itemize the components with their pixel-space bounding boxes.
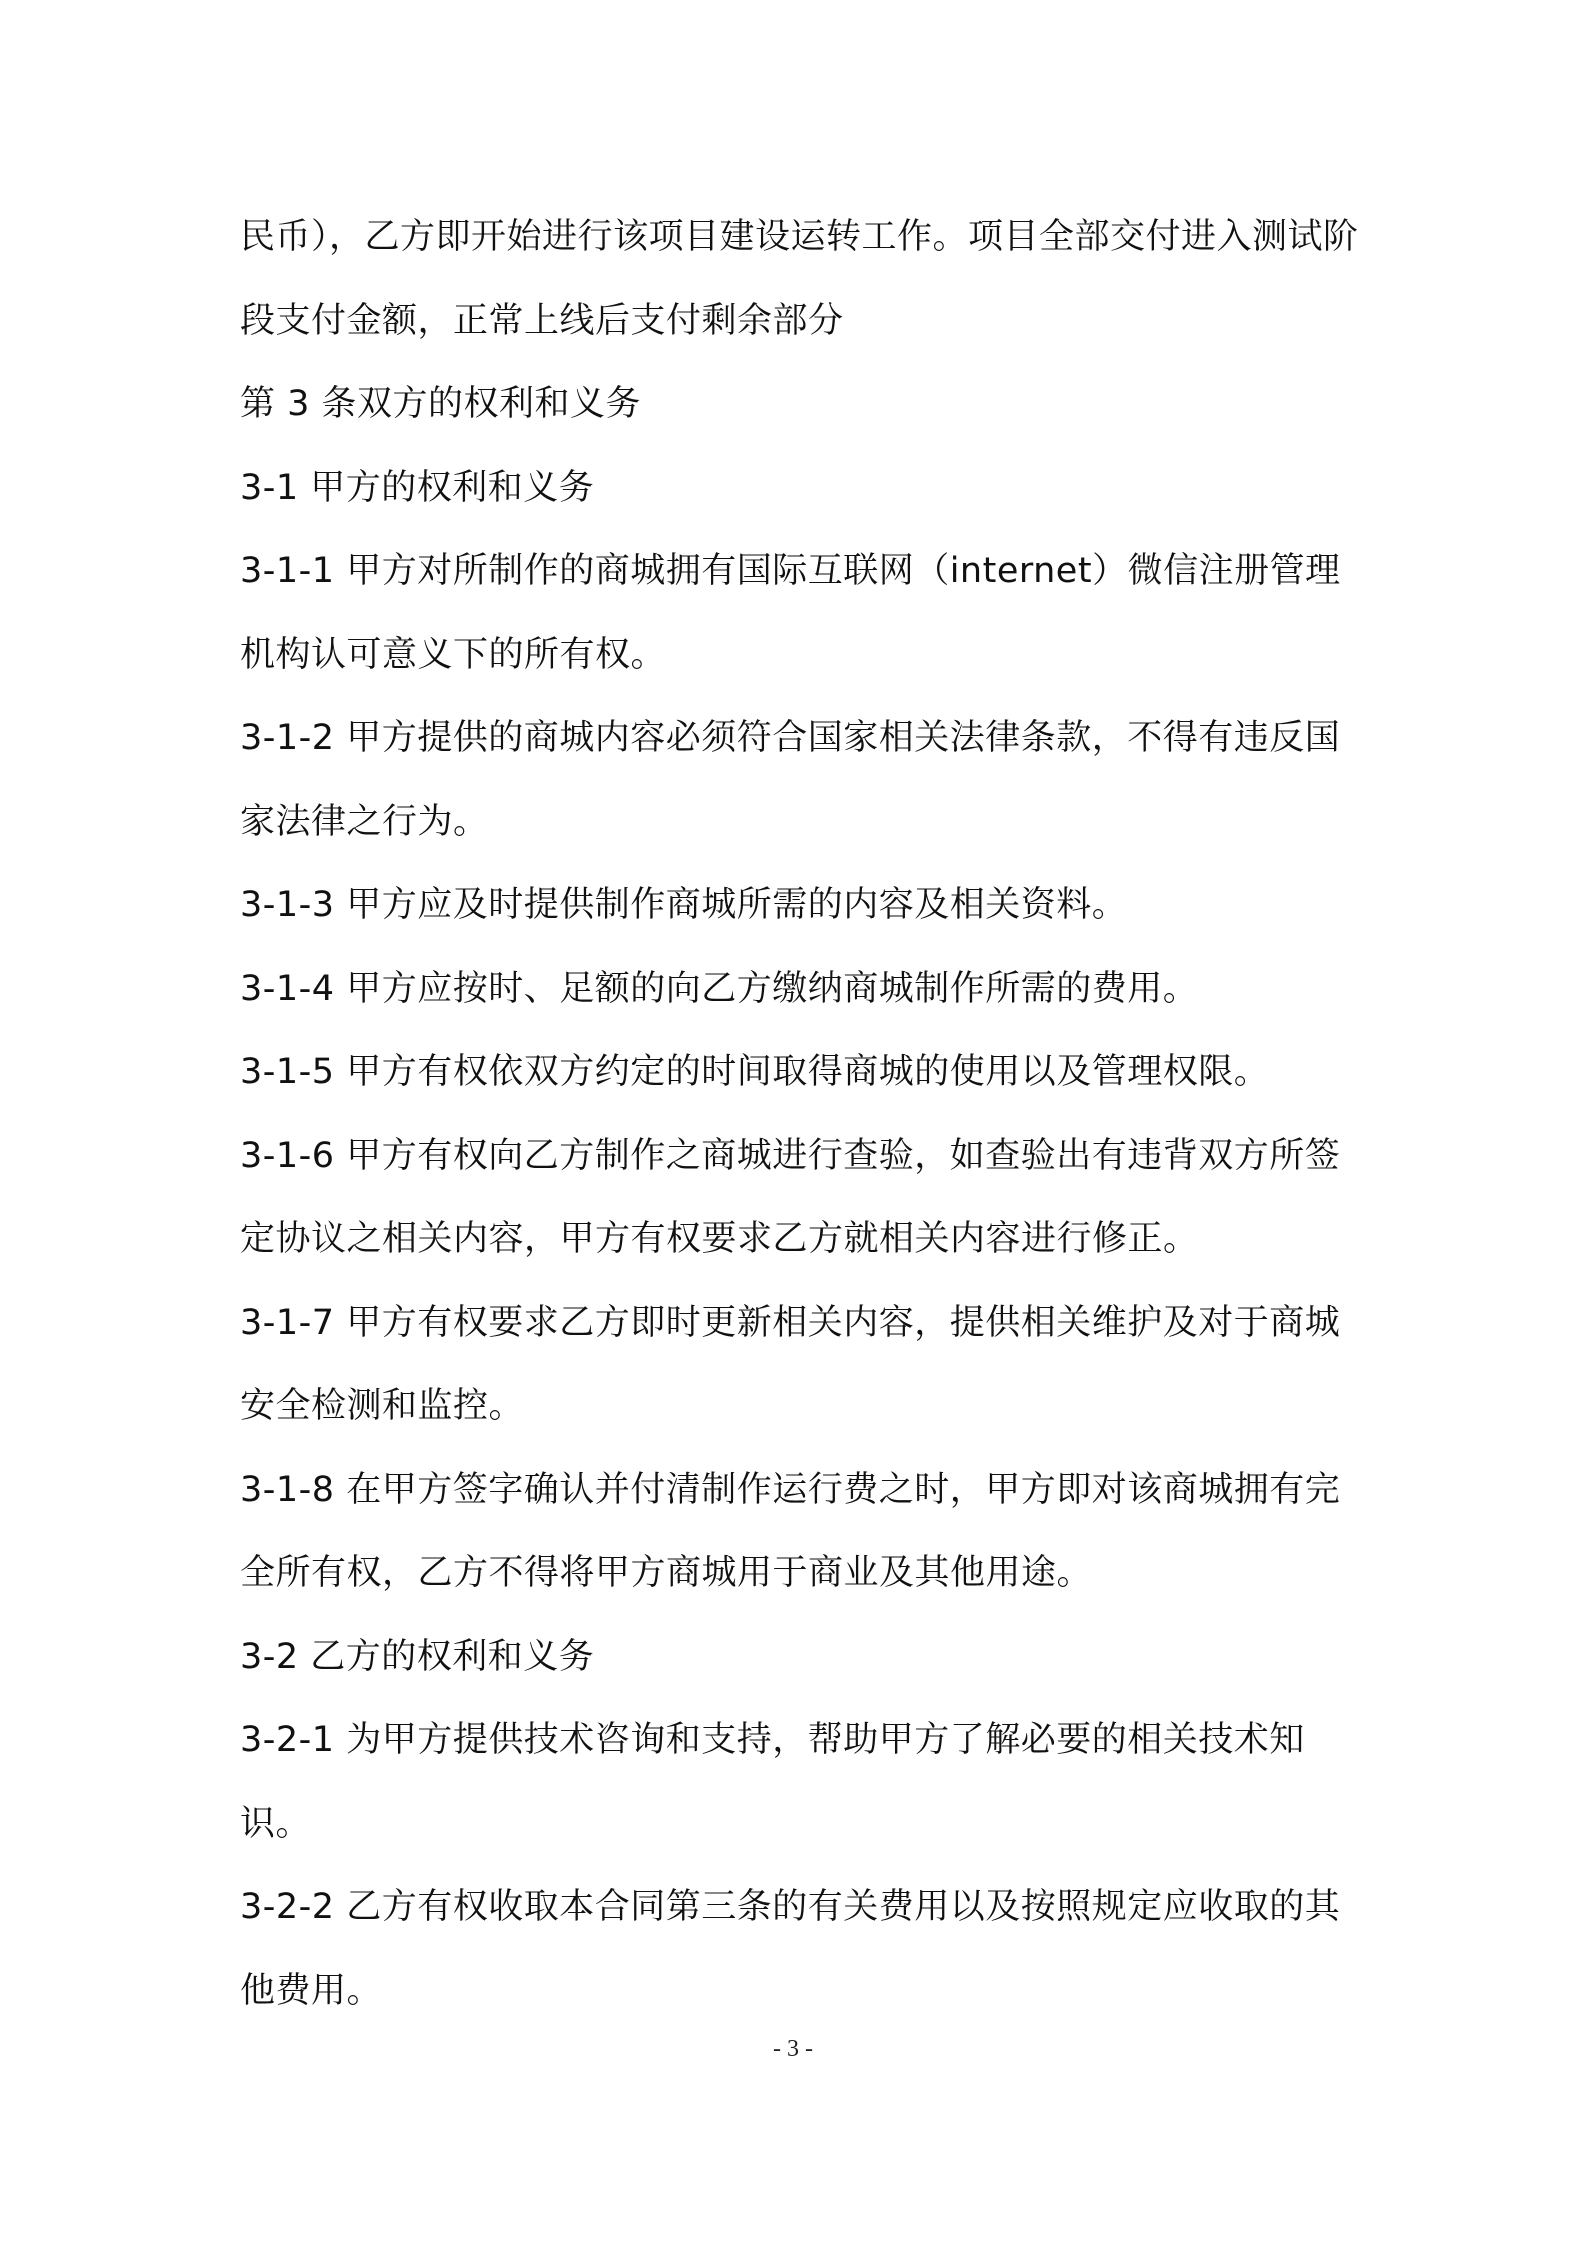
paragraph: 民币），乙方即开始进行该项目建设运转工作。项目全部交付进入测试阶段支付金额，正常上线后支付剩余部分 [240,217,1359,341]
clause-3-1-5: 3-1-5 甲方有权依双方约定的时间取得商城的使用以及管理权限。 [240,1052,1270,1092]
clause-3-1-2: 3-1-2 甲方提供的商城内容必须符合国家相关法律条款，不得有违反国家法律之行为。 [240,718,1341,842]
clause-3-1-7: 3-1-7 甲方有权要求乙方即时更新相关内容，提供相关维护及对于商城安全检测和监控。 [240,1302,1341,1426]
clause-3-1-6: 3-1-6 甲方有权向乙方制作之商城进行查验，如查验出有违背双方所签定协议之相关内容，甲方有权要求乙方就相关内容进行修正。 [240,1135,1341,1259]
document-body [240,196,1370,2033]
section-heading: 第 3 条双方的权利和义务 [240,384,642,424]
clause-3-1-4: 3-1-4 甲方应按时、足额的向乙方缴纳商城制作所需的费用。 [240,968,1199,1009]
clause-3-2-1: 3-2-1 为甲方提供技术咨询和支持，帮助甲方了解必要的相关技术知识。 [240,1720,1305,1844]
page-number: - 3 - [773,2036,813,2062]
subsection-heading: 3-2 乙方的权利和义务 [240,1636,595,1677]
subsection-heading: 3-1 甲方的权利和义务 [240,467,595,508]
clause-3-2-2: 3-2-2 乙方有权收取本合同第三条的有关费用以及按照规定应收取的其他费用。 [240,1887,1341,2011]
clause-3-1-3: 3-1-3 甲方应及时提供制作商城所需的内容及相关资料。 [240,885,1128,925]
clause-3-1-8: 3-1-8 在甲方签字确认并付清制作运行费之时，甲方即对该商城拥有完全所有权，乙方不得将甲方商城用于商业及其他用途。 [240,1469,1341,1593]
clause-3-1-1: 3-1-1 甲方对所制作的商城拥有国际互联网（internet）微信注册管理机构认可意义下的所有权。 [240,551,1341,675]
